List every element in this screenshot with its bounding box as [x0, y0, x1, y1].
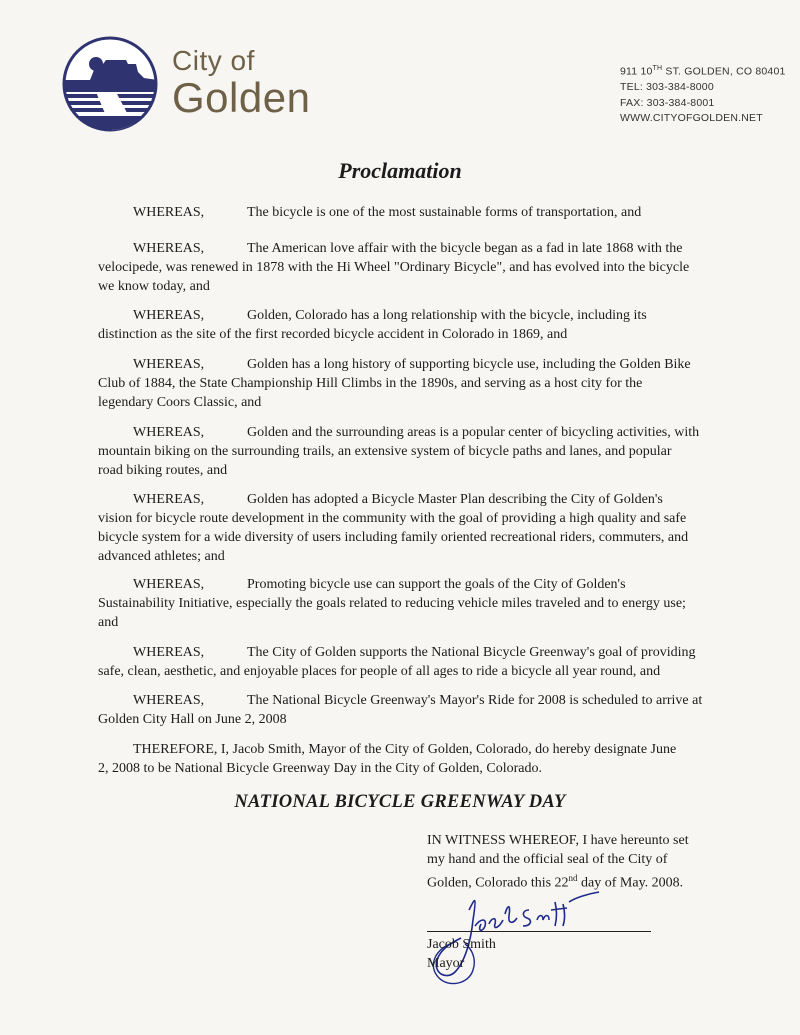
signer-block: [427, 935, 496, 973]
witness-line: Golden, Colorado this 22nd day of May. 2008.: [427, 873, 684, 891]
address: 911 10TH ST. GOLDEN, CO 80401: [620, 65, 786, 78]
brand-line-city-of: City of: [172, 45, 255, 76]
city-brand: [172, 46, 310, 120]
signer-name: Jacob Smith: [427, 937, 496, 952]
telephone: TEL: 303-384-8000: [620, 81, 714, 93]
website: WWW.CITYOFGOLDEN.NET: [620, 112, 763, 124]
signature-line: [427, 931, 651, 932]
whereas-clause: WHEREAS, The bicycle is one of the most sustainable forms of transportation, and: [133, 205, 642, 220]
brand-line-golden: Golden: [172, 74, 311, 121]
whereas-clause: WHEREAS, Golden, Colorado has a long relationship with the bicycle, including its distinction as the site of the first recorded bicycle accident in Colorado in 1869, and: [98, 308, 647, 342]
therefore-clause: THEREFORE, I, Jacob Smith, Mayor of the City of Golden, Colorado, do hereby designate June 2, 2008 to be National Bicycle Greenway Day in the City of Golden, Colorado.: [98, 742, 677, 776]
city-of-golden-logo: [56, 34, 164, 134]
whereas-clause: WHEREAS, The American love affair with the bicycle began as a fad in late 1868 with the velocipede, was renewed in 1878 with the Hi Wheel "Ordinary Bicycle", and has evolved into the bicycle we know today, and: [98, 241, 690, 294]
signer-role: Mayor: [427, 956, 465, 971]
witness-line: IN WITNESS WHEREOF, I have hereunto set: [427, 833, 689, 848]
witness-line: my hand and the official seal of the City of: [427, 852, 668, 867]
whereas-clause: WHEREAS, Golden and the surrounding areas is a popular center of bicycling activities, with mountain biking on the surrounding trails, an extensive system of bicycle paths and lanes, and popular road biking routes, and: [98, 425, 700, 478]
whereas-clause: WHEREAS, The National Bicycle Greenway's Mayor's Ride for 2008 is scheduled to arrive at Golden City Hall on June 2, 2008: [98, 693, 703, 727]
day-banner: NATIONAL BICYCLE GREENWAY DAY: [234, 792, 566, 812]
whereas-clause: WHEREAS, The City of Golden supports the National Bicycle Greenway's goal of providing safe, clean, aesthetic, and enjoyable places for people of all ages to ride a bicycle all year round, and: [98, 645, 696, 679]
whereas-clause: WHEREAS, Promoting bicycle use can support the goals of the City of Golden's Sustainability Initiative, especially the goals related to reducing vehicle miles traveled and to energy use; and: [98, 577, 686, 630]
whereas-clause: WHEREAS, Golden has a long history of supporting bicycle use, including the Golden Bike Club of 1884, the State Championship Hill Climbs in the 1890s, and serving as a host city for the legendary Coors Classic, and: [98, 357, 691, 410]
page-title: Proclamation: [338, 158, 462, 183]
whereas-clause: WHEREAS, Golden has adopted a Bicycle Master Plan describing the City of Golden's vision for bicycle route development in the community with the goal of providing a high quality and safe bicycle system for a wide diversity of users including family oriented recreational riders, commuters, and advanced athletes; and: [98, 492, 689, 564]
contact-block: [620, 61, 786, 127]
fax: FAX: 303-384-8001: [620, 96, 715, 109]
